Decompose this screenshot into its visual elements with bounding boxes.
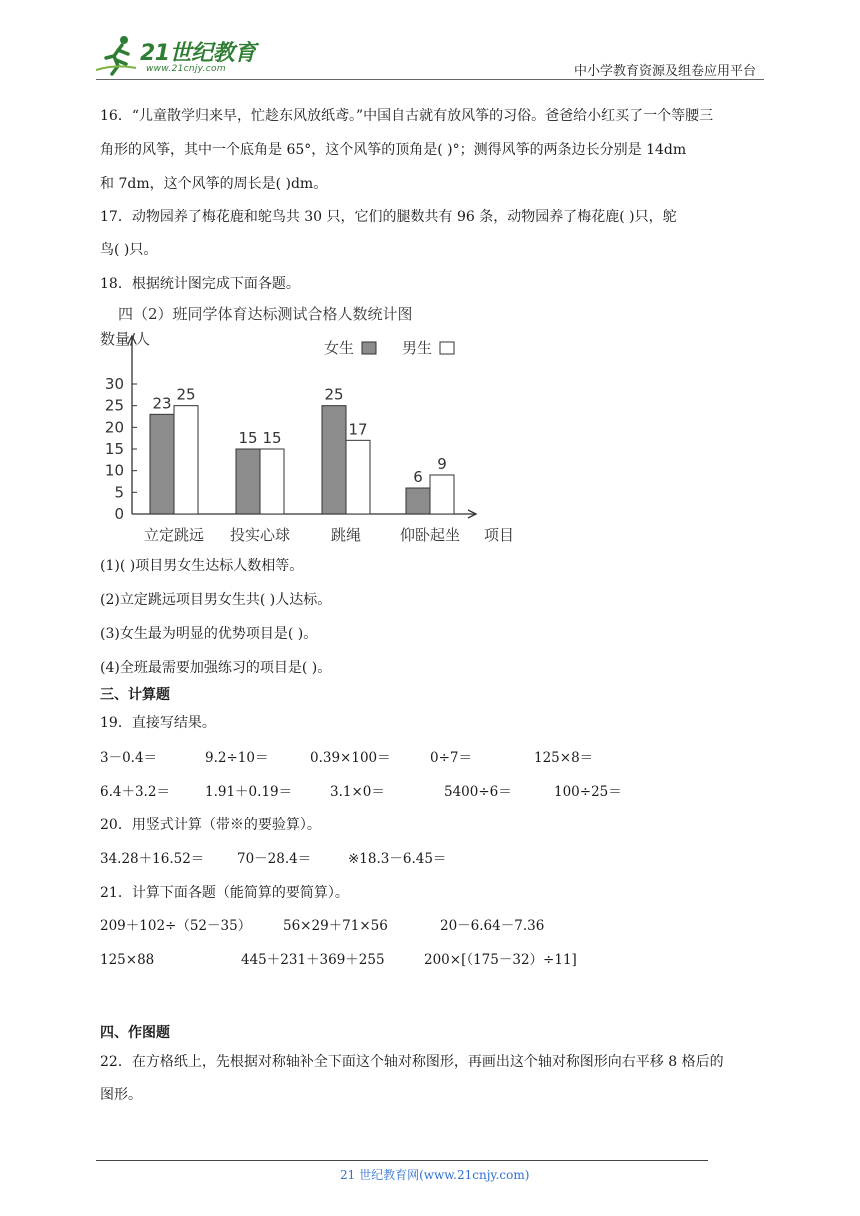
legend-label: 男生 (402, 339, 433, 357)
data-label: 23 (152, 394, 172, 413)
y-axis-label: 数量/人 (100, 330, 151, 348)
q16-line1: 16．“儿童散学归来早，忙趁东风放纸鸢。”中国自古就有放风筝的习俗。爸爸给小红买了一个等腰三 (100, 108, 714, 124)
x-axis-label: 项目 (484, 526, 515, 544)
x-tick-label: 立定跳远 (143, 526, 205, 544)
q19-r2-c1: 6.4＋3.2＝ (100, 784, 170, 800)
data-label: 9 (437, 455, 447, 473)
q21-r2-c1: 125×88 (100, 952, 155, 968)
x-tick-label: 跳绳 (330, 526, 362, 544)
data-label: 15 (262, 429, 282, 447)
q16-line3: 和 7dm，这个风筝的周长是( )dm。 (100, 176, 328, 192)
q19-r1-c1: 3－0.4＝ (100, 750, 158, 766)
section4-title: 四、作图题 (100, 1025, 170, 1041)
footer-text: 21 世纪教育网(www.21cnjy.com) (340, 1168, 530, 1182)
y-tick-label: 15 (104, 440, 124, 458)
legend-swatch (362, 342, 376, 354)
q19-r1-c5: 125×8＝ (534, 750, 594, 766)
bar (150, 414, 174, 514)
q17-line2: 鸟( )只。 (100, 242, 158, 258)
y-tick-label: 30 (104, 375, 124, 393)
page-header (0, 0, 860, 82)
q18-sub2: (2)立定跳远项目男女生共( )人达标。 (100, 592, 332, 608)
q21-r1-c2: 56×29＋71×56 (283, 918, 388, 934)
y-tick-label: 5 (114, 483, 124, 502)
q21-intro: 21．计算下面各题（能简算的要简算）。 (100, 885, 349, 901)
bar-chart (96, 322, 536, 550)
q20-intro: 20．用竖式计算（带※的要验算）。 (100, 817, 321, 833)
q18-sub3: (3)女生最为明显的优势项目是( )。 (100, 626, 318, 642)
bar (236, 449, 260, 514)
logo-url: www.21cnjy.com (146, 64, 226, 74)
legend-label: 女生 (324, 339, 355, 357)
q20-item1: 34.28＋16.52＝ (100, 851, 205, 867)
x-tick-label: 投实心球 (229, 526, 291, 544)
chart-title: 四（2）班同学体育达标测试合格人数统计图 (118, 305, 413, 323)
section3-title: 三、计算题 (100, 687, 170, 703)
runner-icon (96, 34, 140, 78)
y-tick-label: 20 (104, 418, 124, 437)
header-divider (96, 79, 764, 80)
data-label: 17 (348, 420, 368, 439)
logo-text: 21世纪教育 (140, 41, 256, 66)
data-label: 25 (176, 385, 196, 404)
q19-r1-c2: 9.2÷10＝ (205, 750, 269, 766)
y-tick-label: 25 (104, 396, 124, 415)
data-label: 15 (238, 429, 258, 447)
legend-swatch (440, 342, 454, 354)
x-tick-label: 仰卧起坐 (399, 526, 461, 544)
bar (174, 406, 198, 514)
q21-r1-c3: 20－6.64－7.36 (440, 918, 545, 934)
q19-r2-c4: 5400÷6＝ (444, 784, 512, 800)
bar (322, 406, 346, 514)
bar (346, 440, 370, 514)
q18-sub4: (4)全班最需要加强练习的项目是( )。 (100, 660, 332, 676)
q19-r2-c3: 3.1×0＝ (330, 784, 385, 800)
bar (430, 475, 454, 514)
site-logo (96, 34, 266, 78)
q19-intro: 19．直接写结果。 (100, 715, 216, 731)
q22-line1: 22．在方格纸上，先根据对称轴补全下面这个轴对称图形，再画出这个轴对称图形向右平移 8 格后的 (100, 1054, 724, 1070)
y-tick-label: 0 (114, 505, 124, 523)
q20-item2: 70－28.4＝ (237, 851, 312, 867)
q21-r2-c3: 200×[（175－32）÷11] (424, 952, 577, 968)
q21-r1-c1: 209＋102÷（52－35） (100, 918, 252, 934)
q16-line2: 角形的风筝，其中一个底角是 65°，这个风筝的顶角是( )°；测得风筝的两条边长分别是 14dm (100, 142, 687, 158)
data-label: 25 (324, 385, 344, 404)
q20-item3: ※18.3－6.45＝ (348, 851, 447, 867)
q19-r1-c3: 0.39×100＝ (310, 750, 391, 766)
q19-r1-c4: 0÷7＝ (430, 750, 472, 766)
q19-r2-c2: 1.91＋0.19＝ (205, 784, 293, 800)
bar (406, 488, 430, 514)
q17-line1: 17．动物园养了梅花鹿和鸵鸟共 30 只，它们的腿数共有 96 条，动物园养了梅花鹿( )只，鸵 (100, 209, 677, 225)
q22-line2: 图形。 (100, 1087, 142, 1103)
footer-divider (96, 1160, 708, 1161)
y-tick-label: 10 (104, 461, 124, 480)
q19-r2-c5: 100÷25＝ (554, 784, 622, 800)
bar (260, 449, 284, 514)
q18-intro: 18．根据统计图完成下面各题。 (100, 276, 300, 292)
q21-r2-c2: 445＋231＋369＋255 (241, 952, 385, 968)
platform-name: 中小学教育资源及组卷应用平台 (573, 64, 756, 79)
q18-sub1: (1)( )项目男女生达标人数相等。 (100, 558, 304, 574)
data-label: 6 (413, 468, 423, 486)
